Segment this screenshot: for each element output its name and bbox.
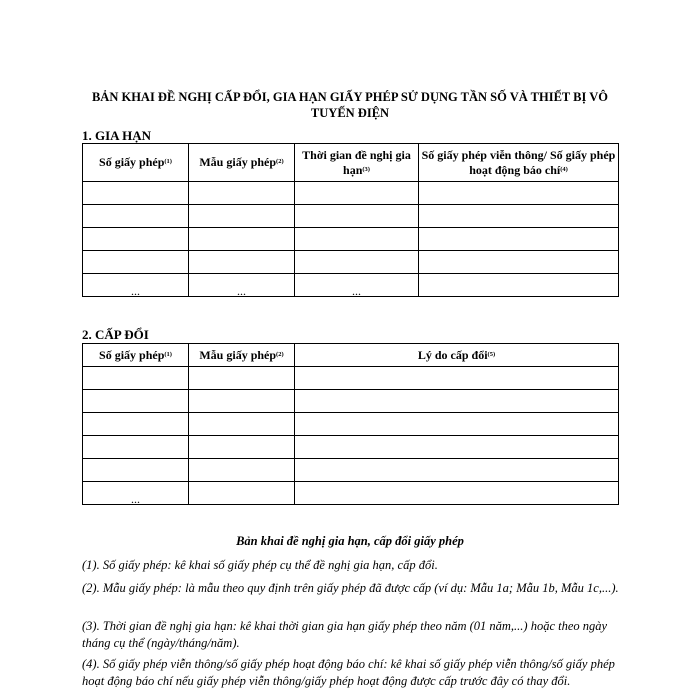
ellipsis	[189, 482, 295, 505]
ellipsis: ...	[83, 274, 189, 297]
note-item: (3). Thời gian đề nghị gia hạn: kê khai thời gian gia hạn giấy phép theo năm (01 năm,...) hoặc theo ngày tháng cụ thể (ngày/tháng/năm).	[82, 619, 608, 650]
table-row	[83, 436, 619, 459]
renewal-header-row	[83, 144, 619, 182]
column-header-license-number: Số giấy phép$^{(1)}$	[83, 144, 189, 182]
document-title: BẢN KHAI ĐỀ NGHỊ CẤP ĐỔI, GIA HẠN GIẤY PHÉP SỬ DỤNG TẦN SỐ VÀ THIẾT BỊ VÔ TUYẾN ĐIỆN	[91, 90, 609, 120]
table-row	[83, 459, 619, 482]
column-header-reissue-reason: Lý do cấp đổi$^{(5)}$	[295, 344, 619, 367]
column-header-license-number: Số giấy phép$^{(1)}$	[83, 344, 189, 367]
table-row	[83, 251, 619, 274]
ellipsis	[419, 274, 619, 297]
renewal-table	[82, 143, 619, 297]
ellipsis: ...	[295, 274, 419, 297]
column-header-telecom-press-license: Số giấy phép viễn thông/ Số giấy phép hoạt động báo chí$^{(4)}$	[419, 144, 619, 182]
column-header-license-form: Mẫu giấy phép$^{(2)}$	[189, 344, 295, 367]
column-header-license-form: Mẫu giấy phép$^{(2)}$	[189, 144, 295, 182]
reissue-header-row	[83, 344, 619, 367]
notes-title: Bản khai đề nghị gia hạn, cấp đổi giấy phép	[236, 534, 464, 548]
table-row	[83, 228, 619, 251]
ellipsis	[295, 482, 619, 505]
section-1-heading: 1. GIA HẠN	[82, 128, 151, 143]
table-row	[83, 413, 619, 436]
ellipsis: ...	[189, 274, 295, 297]
table-row	[83, 390, 619, 413]
column-header-renewal-period: Thời gian đề nghị gia hạn$^{(3)}$	[295, 144, 419, 182]
note-item: (2). Mẫu giấy phép: là mẫu theo quy định trên giấy phép đã được cấp (ví dụ: Mẫu 1a; Mẫu 1b, Mẫu 1c,...).	[82, 581, 619, 595]
section-2-heading: 2. CẤP ĐỔI	[82, 327, 149, 342]
note-item: (1). Số giấy phép: kê khai số giấy phép cụ thể đề nghị gia hạn, cấp đổi.	[82, 558, 438, 572]
reissue-table	[82, 343, 619, 505]
table-row-ellipsis	[83, 274, 619, 297]
table-row	[83, 205, 619, 228]
ellipsis: ...	[83, 482, 189, 505]
table-row-ellipsis	[83, 482, 619, 505]
table-row	[83, 367, 619, 390]
table-row	[83, 182, 619, 205]
note-item: (4). Số giấy phép viễn thông/số giấy phép hoạt động báo chí: kê khai số giấy phép viễn thông/số giấy phép hoạt động báo chí nếu giấy phép viễn thông/giấy phép hoạt động được cấp trước đây có thay đổi.	[82, 657, 615, 688]
